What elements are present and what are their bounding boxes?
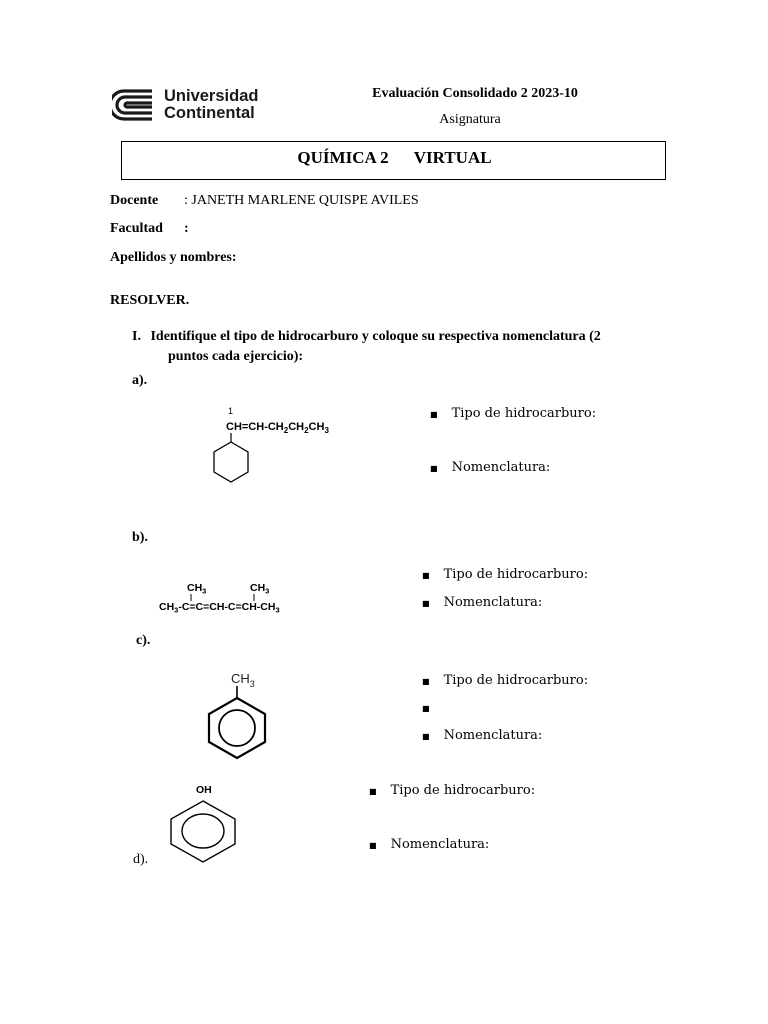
exercise-a-nomen (430, 458, 550, 476)
course-name: QUÍMICA 2 VIRTUAL (297, 148, 492, 167)
exercise-b-tipo-label: Tipo de hidrocarburo: (443, 567, 589, 582)
university-name (164, 88, 258, 122)
exercise-d-nomen-label: Nomenclatura: (390, 837, 490, 852)
formula-a-locant: 1 (228, 406, 234, 416)
exercise-c-tipo (422, 671, 588, 689)
formula-b-branch1: $CH_3$ (187, 582, 207, 596)
bullet-icon: ■ (430, 410, 438, 419)
facultad-value: : (184, 221, 189, 236)
exercise-a-tipo (430, 404, 596, 422)
exercise-b-structure (155, 578, 335, 618)
exercise-c-empty-bullet (422, 698, 430, 716)
formula-b-branch2: $CH_3$ (250, 582, 270, 596)
instruction-line2: puntos cada ejercicio): (168, 349, 304, 364)
exercise-d-structure (160, 780, 245, 865)
exercise-b-label: b). (132, 530, 148, 545)
bullet-icon: ■ (430, 464, 438, 473)
exercise-a-nomen-label: Nomenclatura: (451, 460, 551, 475)
phenol-ring (171, 801, 235, 862)
bullet-icon: ■ (422, 732, 430, 741)
bullet-icon: ■ (422, 704, 430, 713)
exercise-d-nomen (369, 835, 489, 853)
apellidos-label: Apellidos y nombres: (110, 250, 237, 265)
bullet-icon: ■ (422, 599, 430, 608)
formula-d-substituent: OH (196, 784, 212, 796)
exercise-b-nomen-label: Nomenclatura: (443, 595, 543, 610)
exercise-c-label: c). (136, 633, 151, 648)
exercise-c-nomen (422, 726, 542, 744)
docente-label: Docente (110, 193, 159, 208)
cyclohexane-ring (214, 442, 248, 482)
exercise-c-nomen-label: Nomenclatura: (443, 728, 543, 743)
exercise-d-tipo-label: Tipo de hidrocarburo: (390, 783, 536, 798)
bullet-icon: ■ (369, 787, 377, 796)
instruction (132, 327, 672, 367)
exercise-a-label: a). (132, 373, 148, 388)
bullet-icon: ■ (422, 677, 430, 686)
exercise-d-label: d). (133, 852, 149, 867)
exercise-a-structure (200, 400, 370, 485)
formula-a-chain: $CH=CH-CH_2CH_2CH_3$ (226, 421, 329, 435)
formula-c-substituent: $CH_3$ (231, 671, 255, 689)
section-heading: RESOLVER. (110, 293, 190, 308)
exercise-b-tipo (422, 565, 588, 583)
course-box (121, 141, 666, 180)
exam-title: Evaluación Consolidado 2 2023-10 (372, 86, 578, 101)
facultad-label: Facultad (110, 221, 163, 236)
subject-label: Asignatura (439, 112, 501, 127)
exercise-c-tipo-label: Tipo de hidrocarburo: (443, 673, 589, 688)
exercise-c-structure (200, 668, 280, 760)
bullet-icon: ■ (369, 841, 377, 850)
university-name-line2: Continental (164, 104, 255, 122)
bullet-icon: ■ (422, 571, 430, 580)
docente-value: : JANETH MARLENE QUISPE AVILES (184, 193, 419, 208)
benzene-ring (209, 698, 265, 758)
exercise-d-tipo (369, 781, 535, 799)
formula-b-chain: $CH_3-C=C=CH-C=CH-CH_3$ (159, 601, 280, 615)
exercise-b-nomen (422, 593, 542, 611)
exercise-a-tipo-label: Tipo de hidrocarburo: (451, 406, 597, 421)
university-name-line1: Universidad (164, 87, 259, 105)
instruction-number: I. (132, 329, 141, 344)
instruction-line1: Identifique el tipo de hidrocarburo y coloque su respectiva nomenclatura (2 (150, 329, 601, 344)
